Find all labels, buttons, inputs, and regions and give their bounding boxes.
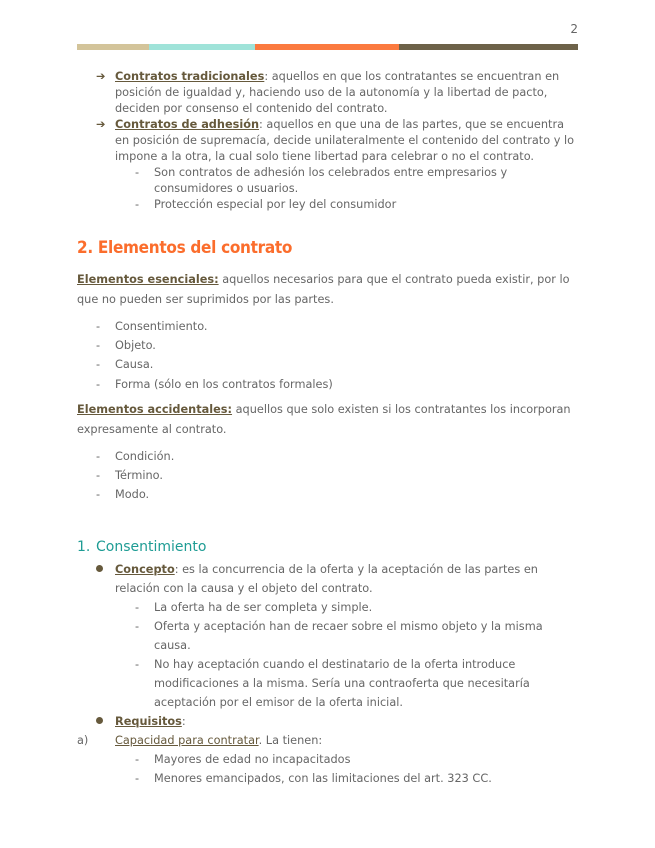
list-item <box>77 560 578 598</box>
list-item-text: Objeto. <box>115 339 156 353</box>
term: Contratos tradicionales <box>115 70 265 83</box>
color-bar-segment <box>255 44 399 50</box>
list-item-text: Término. <box>115 468 163 482</box>
list-item-text: Mayores de edad no incapacitados <box>154 752 351 766</box>
consent-list <box>77 560 578 598</box>
arrow-icon: ➔ <box>96 118 106 131</box>
subsection-number: 1. <box>77 538 91 555</box>
item-letter: a) <box>77 733 89 747</box>
list-item-text: Oferta y aceptación han de recaer sobre el mismo objeto y la misma causa. <box>154 619 543 652</box>
list-item-text: Forma (sólo en los contratos formales) <box>115 377 333 391</box>
concept-items-list <box>77 598 578 712</box>
accidental-elements-list <box>77 449 578 503</box>
list-item <box>77 377 578 393</box>
arrow-icon: ➔ <box>96 70 106 83</box>
list-item-text: Protección especial por ley del consumidor <box>154 198 397 211</box>
section-heading: 2. Elementos del contrato <box>77 238 293 258</box>
definition: aquellos que solo existen si los contratantes los incorporan expresamente al contrato. <box>77 402 571 436</box>
list-item <box>77 655 578 712</box>
paragraph <box>77 270 578 310</box>
term: Capacidad para contratar <box>115 733 259 747</box>
bullet-icon <box>96 717 103 724</box>
subsection-title: Consentimiento <box>96 538 207 555</box>
term: Concepto <box>115 562 175 576</box>
list-item <box>77 357 578 373</box>
list-item <box>77 487 578 503</box>
list-item <box>77 617 578 655</box>
list-item <box>77 338 578 354</box>
definition: : aquellos en que los contratantes se encuentran en posición de igualdad y, haciendo uso de la autonomía y la libertad de pacto, deciden por consenso el contenido del contrato. <box>115 70 560 115</box>
capacity-list <box>77 750 578 788</box>
document-body <box>77 69 578 788</box>
definition: . La tienen: <box>258 733 323 747</box>
dash-icon: - <box>135 657 140 671</box>
dash-icon: - <box>96 377 101 391</box>
definition: aquellos necesarios para que el contrato pueda existir, por lo que no pueden ser suprimidos por las partes. <box>77 273 570 306</box>
color-bar-segment <box>77 44 149 50</box>
list-item-text: Modo. <box>115 487 150 501</box>
list-item-text: Causa. <box>115 358 154 372</box>
subsection-heading <box>77 539 578 555</box>
bullet-icon <box>96 565 103 572</box>
dash-icon: - <box>135 619 140 633</box>
list-item-text: Consentimiento. <box>115 320 208 333</box>
term: Contratos de adhesión <box>115 118 260 131</box>
list-item-text: Menores emancipados, con las limitaciones del art. 323 CC. <box>154 771 492 785</box>
term: Requisitos <box>115 714 182 728</box>
list-item <box>77 468 578 484</box>
list-item <box>77 712 578 731</box>
list-item <box>77 449 578 465</box>
dash-icon: - <box>96 468 101 482</box>
color-bar-segment <box>399 44 578 50</box>
list-item <box>77 319 578 335</box>
dash-icon: - <box>96 339 101 353</box>
requirements-list <box>77 712 578 731</box>
list-item <box>77 598 578 617</box>
list-item <box>77 197 578 213</box>
dash-icon: - <box>96 358 101 372</box>
contract-types-list <box>77 69 578 165</box>
dash-icon: - <box>96 449 101 463</box>
definition: : aquellos en que una de las partes, que se encuentra en posición de supremacía, decide unilateralmente el contenido del contrato y lo impone a la otra, la cual solo tiene libertad para celebrar o no el contrato. <box>115 118 575 163</box>
dash-icon: - <box>135 752 140 766</box>
page-number: 2 <box>570 22 578 36</box>
color-bar-segment <box>149 44 255 50</box>
header-color-bar <box>77 44 578 50</box>
paragraph <box>77 400 578 440</box>
punctuation: : <box>181 714 186 728</box>
list-item-text: Son contratos de adhesión los celebrados entre empresarios y consumidores o usuarios. <box>154 166 508 195</box>
list-item-text: No hay aceptación cuando el destinatario de la oferta introduce modificaciones a la misma. Sería una contraoferta que necesitaría aceptación por el emisor de la oferta inicial. <box>154 657 530 709</box>
definition: : es la concurrencia de la oferta y la aceptación de las partes en relación con la causa y el objeto del contrato. <box>115 562 538 595</box>
list-item <box>77 69 578 117</box>
dash-icon: - <box>96 320 101 333</box>
list-item-text: Condición. <box>115 449 175 463</box>
dash-icon: - <box>135 166 140 179</box>
list-item <box>77 750 578 769</box>
list-item <box>77 769 578 788</box>
list-item <box>77 165 578 197</box>
term: Elementos esenciales: <box>77 273 219 286</box>
essential-elements-list <box>77 319 578 393</box>
adhesion-notes-list <box>77 165 578 213</box>
dash-icon: - <box>135 600 140 614</box>
term: Elementos accidentales: <box>77 402 233 416</box>
lettered-item <box>77 731 578 750</box>
dash-icon: - <box>96 487 101 501</box>
dash-icon: - <box>135 771 140 785</box>
dash-icon: - <box>135 198 140 211</box>
list-item <box>77 117 578 165</box>
list-item-text: La oferta ha de ser completa y simple. <box>154 600 373 614</box>
